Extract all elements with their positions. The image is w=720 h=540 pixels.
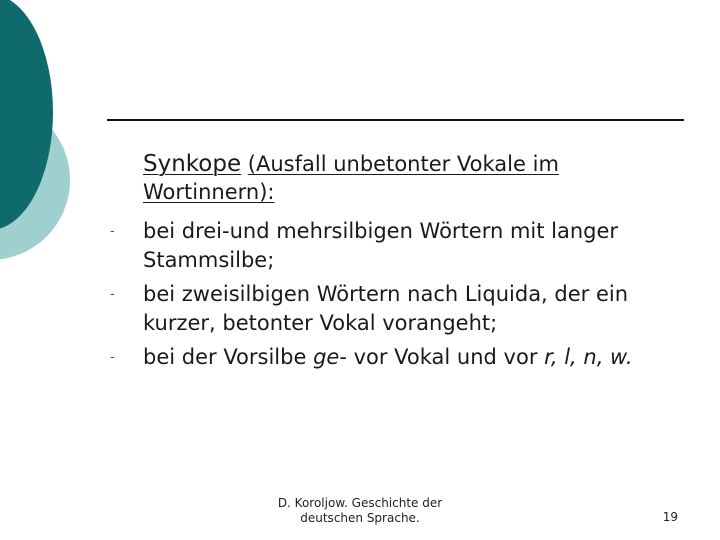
footer-line: D. Koroljow. Geschichte der — [277, 496, 443, 510]
list-item-text-mid: - vor Vokal und vor — [339, 345, 545, 369]
page-number: 19 — [662, 510, 678, 524]
list-item-emphasis: r, l, n, w. — [544, 345, 633, 369]
bullet-marker: - — [110, 224, 115, 239]
list-item — [110, 343, 670, 372]
heading-lead: Synkope — [143, 151, 242, 177]
list-item — [110, 217, 670, 275]
bullet-marker: - — [110, 287, 115, 302]
footer-line: deutschen Sprache. — [300, 511, 420, 525]
list-item-emphasis: ge — [313, 345, 340, 369]
slide-footer — [240, 496, 480, 526]
list-item-text: bei drei-und mehrsilbigen Wörtern mit langer Stammsilbe; — [143, 219, 619, 272]
bullet-list — [110, 217, 670, 377]
slide-heading — [143, 150, 663, 206]
title-rule — [107, 119, 684, 121]
heading-paren: (Ausfall unbetonter Vokale im — [247, 152, 559, 176]
list-item-text-pre: bei der Vorsilbe — [143, 345, 314, 369]
list-item — [110, 280, 670, 338]
bullet-marker: - — [110, 350, 115, 365]
heading-paren-cont: Wortinnern): — [143, 180, 275, 204]
list-item-text: bei zweisilbigen Wörtern nach Liquida, der ein kurzer, betonter Vokal vorangeht; — [143, 282, 629, 335]
